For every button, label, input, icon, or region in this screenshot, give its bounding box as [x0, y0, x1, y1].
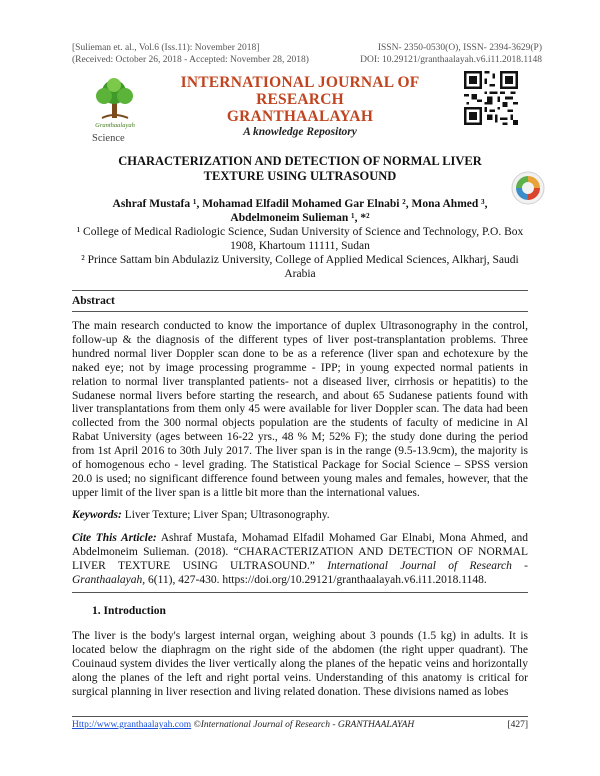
header-volume: [Sulieman et. al., Vol.6 (Iss.11): November 2018]: [72, 43, 260, 53]
affiliation-2: ² Prince Sattam bin Abdulaziz University, College of Applied Medical Sciences, Alkharj, Saudi Arabia: [81, 254, 519, 280]
header-citation: [72, 42, 309, 66]
header-doi: DOI: 10.29121/granthaalayah.v6.i11.2018.1148: [360, 55, 542, 65]
article-title-line1: CHARACTERIZATION AND DETECTION OF NORMAL LIVER: [118, 154, 482, 168]
header-identifiers: [360, 42, 542, 66]
journal-title-line1: INTERNATIONAL JOURNAL OF RESEARCH: [180, 74, 420, 108]
keywords: [72, 509, 528, 523]
header-issn: ISSN- 2350-0530(O), ISSN- 2394-3629(P): [377, 43, 542, 53]
journal-tagline: A knowledge Repository: [243, 126, 357, 138]
header-dates: (Received: October 26, 2018 - Accepted: November 28, 2018): [72, 55, 309, 65]
keywords-text: Liver Texture; Liver Span; Ultrasonography.: [124, 509, 330, 521]
abstract-heading: Abstract: [72, 295, 115, 307]
footer-url-link[interactable]: Http://www.granthaalayah.com: [72, 720, 192, 730]
journal-masthead: [150, 74, 450, 140]
abstract-heading-rule: [72, 311, 528, 312]
introduction-heading: 1. Introduction: [92, 605, 166, 617]
page-number: [427]: [507, 720, 528, 730]
section-tag: Science: [92, 133, 125, 144]
abstract-text: The main research conducted to know the importance of duplex Ultrasonography in the control, follow-up & the diagnosis of the different types of liver post-transplantation problems. Three hundred normal liver Doppler scan done to be as a reference (liver span and echotexure by the naked eye; not by image processing programme - IPP; in young expected normal patients in relation to normal liver transplanted patients- not a diseased liver, cirrhosis or hepatitis) to the Sudanese normal livers before starting the research, and about 65 Sudanese patients found with liver transplantations from them only 45 were available for liver Doppler scan. The data had been collected from the 300 normal objects population are the students of faculty of medicine in Al Rabat University (ages between 16-22 yrs., 48 % M; 52% F); the study done during the period from 1st April 2016 to 30th July 2017. The liver span is in the range (9.5-13.9cm), the majority is of homogenous echo - level grading. The Statistical Package for Social Science – SPSS version 20.0 is used; no significant difference found between young males and females, however, that the upper limit of the liver span is a little bit more than the international values.: [72, 320, 528, 499]
abstract-top-rule: [72, 290, 528, 291]
journal-title-line2: GRANTHAALAYAH: [226, 108, 374, 125]
citation-tail: 6(11), 427-430. https://doi.org/10.29121/granthaalayah.v6.i11.2018.1148.: [148, 573, 487, 586]
article-title: [100, 154, 500, 184]
introduction-text: The liver is the body's largest internal organ, weighing about 3 pounds (1.5 kg) in adults. It is located below the diaphragm on the right side of the abdomen (the right upper quadrant). The Couinaud system divides the liver vertically along the planes of the hepatic veins and horizontally along the planes of the left and right portal veins. Understanding of this anatomy is critical for surgical planning in liver resection and living related donation. These divisions named as lobes: [72, 630, 528, 698]
footer-copyright: ©International Journal of Research - GRANTHAALAYAH: [193, 720, 415, 730]
article-title-line2: TEXTURE USING ULTRASOUND: [203, 169, 397, 183]
footer: [72, 720, 528, 730]
keywords-label: Keywords:: [72, 509, 122, 521]
citation-label: Cite This Article:: [72, 532, 157, 544]
authors-line2: Abdelmoneim Sulieman ¹, *²: [230, 212, 370, 224]
journal-logo: [84, 76, 146, 130]
citation: [72, 532, 528, 588]
citation-journal: International Journal of Research - Granthaalayah,: [72, 559, 528, 586]
qr-code-icon: [464, 71, 518, 125]
citation-text: Ashraf Mustafa, Mohamad Elfadil Mohamed Gar Elnabi, Mona Ahmed, and Abdelmoneim Sulieman. (2018). “CHARACTERIZATION AND DETECTION OF NORMAL LIVER TEXTURE USING ULTRASOUND.”: [72, 532, 528, 572]
footer-rule: [72, 716, 528, 717]
author-list: [80, 197, 520, 225]
affiliation-1: ¹ College of Medical Radiologic Science, Sudan University of Science and Technology, P.O. Box 1908, Khartoum 11111, Sudan: [76, 226, 524, 252]
journal-logo-text: Granthaalayah: [95, 122, 135, 129]
authors-line1: Ashraf Mustafa ¹, Mohamad Elfadil Mohamed Gar Elnabi ², Mona Ahmed ³,: [112, 198, 488, 210]
abstract-bottom-rule: [72, 592, 528, 593]
